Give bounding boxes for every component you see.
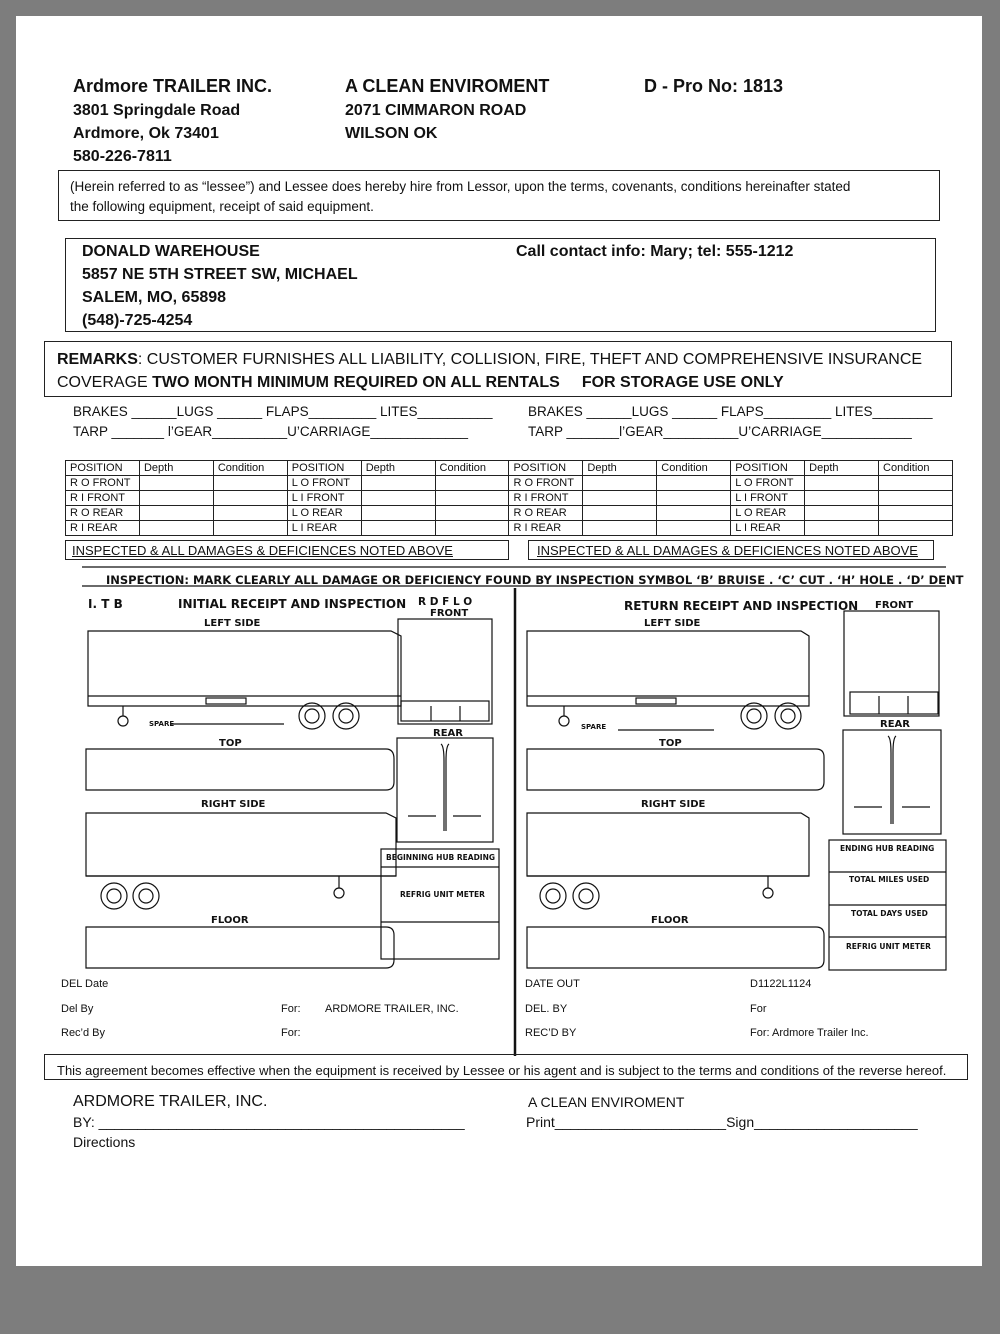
tire-table-header-cell: POSITION	[287, 461, 361, 476]
right-left-side-trailer	[527, 631, 809, 730]
checklist-left-line1: BRAKES ______LUGS ______ FLAPS_________ LITES__________	[73, 404, 493, 419]
right-hub-reading-label: ENDING HUB READING	[840, 844, 935, 853]
lessor-address1: 3801 Springdale Road	[73, 102, 241, 119]
date-out-value: D1122L1124	[750, 978, 812, 990]
tire-table-cell: L O FRONT	[731, 476, 805, 491]
left-top-label: TOP	[219, 738, 242, 749]
del-for-label: For:	[281, 1003, 301, 1015]
left-hub-box	[381, 849, 499, 959]
right-rear-view	[843, 730, 941, 834]
tire-table-cell: L O REAR	[731, 506, 805, 521]
left-right-side-trailer	[86, 813, 396, 909]
del-by-right-for: For	[750, 1003, 767, 1015]
left-spare-label: SPARE	[149, 720, 175, 728]
del-by-label: Del By	[61, 1003, 94, 1015]
tire-table-cell: R I FRONT	[66, 491, 140, 506]
tire-table-header-cell: POSITION	[509, 461, 583, 476]
tire-table-cell: R O REAR	[66, 506, 140, 521]
intro-line2: the following equipment, receipt of said equipment.	[70, 199, 374, 214]
right-total-days-label: TOTAL DAYS USED	[851, 909, 928, 918]
tire-table-cell: L I FRONT	[287, 491, 361, 506]
tire-table-cell: R I FRONT	[509, 491, 583, 506]
remarks-text2b: TWO MONTH MINIMUM REQUIRED ON ALL RENTALS	[152, 374, 560, 391]
tire-table-cell: L I FRONT	[731, 491, 805, 506]
tire-table-cell: R O FRONT	[66, 476, 140, 491]
inspection-banner: INSPECTION: MARK CLEARLY ALL DAMAGE OR DEFICIENCY FOUND BY INSPECTION SYMBOL ‘B’ BRUISE . ‘C’ CUT . ‘H’ HOLE . ‘D’ DENT	[106, 573, 964, 587]
left-left-side-trailer	[88, 631, 401, 729]
right-right-side-trailer	[527, 813, 809, 909]
signature-lessee-name: A CLEAN ENVIROMENT	[528, 1094, 685, 1110]
remarks-text2c: FOR STORAGE USE ONLY	[581, 374, 784, 391]
recd-by-label: Rec’d By	[61, 1027, 106, 1039]
recd-by-right-label: REC’D BY	[525, 1027, 577, 1039]
tire-table-cell: R I REAR	[66, 521, 140, 536]
signature-by-line[interactable]: BY: _______________________________________________	[73, 1114, 465, 1130]
right-right-side-label: RIGHT SIDE	[641, 799, 706, 810]
right-total-miles-label: TOTAL MILES USED	[849, 875, 930, 884]
intro-line1: (Herein referred to as “lessee”) and Lessee does hereby hire from Lessor, upon the terms, covenants, conditions hereinafter stated	[70, 179, 851, 194]
delivery-phone: (548)-725-4254	[82, 312, 193, 329]
left-refrig-label: REFRIG UNIT METER	[400, 890, 485, 899]
lessee-address2: WILSON OK	[345, 125, 438, 142]
del-for-value: ARDMORE TRAILER, INC.	[325, 1003, 459, 1015]
tire-table-header-cell: Depth	[805, 461, 879, 476]
right-title: RETURN RECEIPT AND INSPECTION	[624, 599, 859, 613]
left-top-view	[86, 749, 394, 790]
date-out-label: DATE OUT	[525, 978, 580, 990]
pro-number: D - Pro No: 1813	[644, 76, 784, 96]
right-top-view	[527, 749, 824, 790]
right-spare-label: SPARE	[581, 723, 607, 731]
tire-table-header-cell: Depth	[139, 461, 213, 476]
tire-table-cell: R O REAR	[509, 506, 583, 521]
delivery-address1: 5857 NE 5TH STREET SW, MICHAEL	[82, 266, 358, 283]
lessee-name: A CLEAN ENVIROMENT	[345, 76, 550, 96]
signature-print-sign[interactable]: Print______________________Sign_____________________	[526, 1114, 918, 1130]
recd-by-right-for: For: Ardmore Trailer Inc.	[750, 1027, 869, 1039]
tire-table-header-cell: Depth	[583, 461, 657, 476]
agreement-text: This agreement becomes effective when the equipment is received by Lessee or his agent and is subject to the terms and conditions of the reverse hereof.	[57, 1063, 947, 1078]
recd-for-label: For:	[281, 1027, 301, 1039]
tire-table-cell: L O REAR	[287, 506, 361, 521]
left-rear-view	[397, 738, 493, 842]
lessor-address2: Ardmore, Ok 73401	[73, 125, 219, 142]
checklist-right-line1: BRAKES ______LUGS ______ FLAPS_________ LITES________	[528, 404, 933, 419]
left-floor-label: FLOOR	[211, 915, 249, 926]
tire-table-header-cell: POSITION	[66, 461, 140, 476]
tire-table-header-cell: Depth	[361, 461, 435, 476]
left-right-side-label: RIGHT SIDE	[201, 799, 266, 810]
tire-table-header-cell: Condition	[213, 461, 287, 476]
tire-table-cell: L O FRONT	[287, 476, 361, 491]
delivery-contact: Call contact info: Mary; tel: 555-1212	[516, 243, 794, 260]
tire-table-header-cell: Condition	[879, 461, 953, 476]
lessor-name: Ardmore TRAILER INC.	[73, 76, 273, 96]
left-hub-reading-label: BEGINNING HUB READING	[386, 853, 496, 862]
signature-lessor-name: ARDMORE TRAILER, INC.	[73, 1093, 268, 1110]
document-page	[16, 16, 982, 1266]
right-floor-label: FLOOR	[651, 915, 689, 926]
right-rear-label: REAR	[880, 719, 910, 730]
right-left-side-label: LEFT SIDE	[644, 618, 701, 629]
del-by-right-label: DEL. BY	[525, 1003, 568, 1015]
right-refrig-label: REFRIG UNIT METER	[846, 942, 931, 951]
tire-table-cell: R I REAR	[509, 521, 583, 536]
left-rear-label: REAR	[433, 728, 463, 739]
remarks-label: REMARKS	[57, 351, 138, 368]
signature-directions: Directions	[73, 1134, 136, 1150]
right-front-label: FRONT	[875, 600, 914, 611]
lessee-address1: 2071 CIMMARON ROAD	[345, 102, 527, 119]
agreement-box	[44, 1054, 968, 1080]
tire-table-cell: L I REAR	[287, 521, 361, 536]
left-front-view	[398, 619, 492, 724]
checklist-right-line2: TARP _______l’GEAR__________U’CARRIAGE____________	[528, 424, 912, 439]
tire-table-cell: L I REAR	[731, 521, 805, 536]
tire-table-header-cell: Condition	[435, 461, 509, 476]
del-date-label: DEL Date	[61, 978, 109, 990]
right-top-label: TOP	[659, 738, 682, 749]
checklist-left-line2: TARP _______ l’GEAR__________U’CARRIAGE_____________	[73, 424, 469, 439]
right-floor-view	[527, 927, 824, 968]
left-floor-view	[86, 927, 394, 968]
left-rdflo-label: R D F L O	[418, 596, 473, 608]
right-front-view	[844, 611, 939, 716]
remarks-text2a: COVERAGE	[57, 374, 153, 391]
remarks-text1: : CUSTOMER FURNISHES ALL LIABILITY, COLLISION, FIRE, THEFT AND COMPREHENSIVE INSURANCE	[137, 351, 923, 368]
lessor-phone: 580-226-7811	[73, 148, 172, 165]
left-itb-label: I. T B	[88, 597, 123, 611]
delivery-address2: SALEM, MO, 65898	[82, 289, 227, 306]
left-title: INITIAL RECEIPT AND INSPECTION	[178, 597, 407, 611]
left-front-label: FRONT	[430, 608, 469, 619]
tire-table-header-cell: POSITION	[731, 461, 805, 476]
tire-table-header-cell: Condition	[657, 461, 731, 476]
inspected-left: INSPECTED & ALL DAMAGES & DEFICIENCES NOTED ABOVE	[72, 543, 453, 558]
inspected-right: INSPECTED & ALL DAMAGES & DEFICIENCES NOTED ABOVE	[537, 543, 918, 558]
left-left-side-label: LEFT SIDE	[204, 618, 261, 629]
delivery-name: DONALD WAREHOUSE	[82, 243, 260, 260]
tire-table-cell: R O FRONT	[509, 476, 583, 491]
